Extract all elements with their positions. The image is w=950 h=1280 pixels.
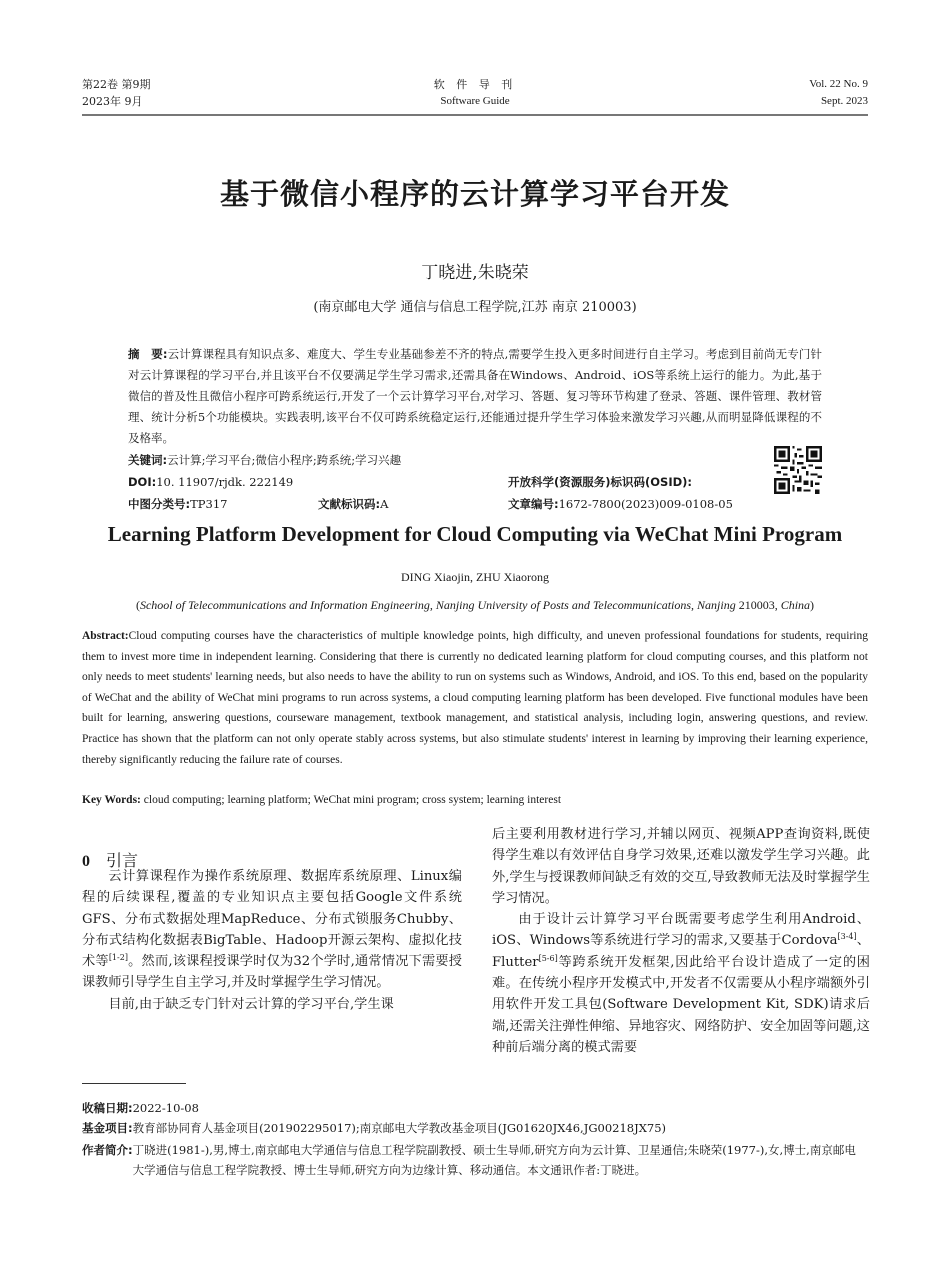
author-bio-text: 丁晓进(1981-),男,博士,南京邮电大学通信与信息工程学院副教授、硕士生导师,研究方向为云计算、卫星通信;朱晓荣(1977-),女,博士,南京邮电大学通信与信息工程学院教授、博士生导师,研究方向为边缘计算、移动通信。本文通讯作者:丁晓进。 [132,1143,856,1177]
received-label: 收稿日期: [82,1101,133,1115]
article-no-value: 1672-7800(2023)009-0108-05 [558,497,733,511]
para1-text-a: 云计算课程作为操作系统原理、数据库系统原理、Linux编程的后续课程,覆盖的专业知识点主要包括Google文件系统GFS、分布式数据处理MapReduce、分布式锁服务Chubby、分布式结构化数据表BigTable、Hadoop开源云架构、虚拟化技术等 [82,869,462,970]
osid-label: 开放科学(资源服务)标识码(OSID): [508,475,693,489]
affiliation-en-country: China [780,598,811,612]
doi-label: DOI: [128,475,157,489]
header-date-en: Sept. 2023 [820,95,868,107]
abstract-en-label: Abstract: [82,630,129,642]
fund-label: 基金项目: [82,1121,133,1135]
keywords-en-label: Key Words: [82,794,141,806]
received-date: 2022-10-08 [132,1101,199,1115]
article-no-label: 文章编号: [508,497,559,511]
keywords-cn-text: 云计算;学习平台;微信小程序;跨系统;学习兴趣 [167,453,402,467]
clc-value: TP317 [190,497,228,511]
abstract-en [82,626,868,770]
body-column-left [82,866,462,1015]
keywords-cn [128,450,401,470]
clc-label: 中图分类号: [128,497,191,511]
keywords-en [82,790,868,810]
doc-code-label: 文献标识码: [318,497,381,511]
paper-title-en: Learning Platform Development for Cloud Computing via WeChat Mini Program [107,522,843,546]
affiliation-cn: (南京邮电大学 通信与信息工程学院,江苏 南京 210003) [313,300,637,315]
authors-en: DING Xiaojin, ZHU Xiaorong [401,570,549,584]
para3-text-c: 等跨系统开发框架,因此给平台设计造成了一定的困难。在传统小程序开发模式中,开发者不仅需要从小程序端额外引用软件开发工具包(Software Development Kit, SDK)请求后端,还需关注弹性伸缩、异地容灾、网络防护、安全加固等问题,这种前后端分离的模式需要 [492,954,870,1055]
paper-title-cn: 基于微信小程序的云计算学习平台开发 [219,177,730,211]
journal-name-en: Software Guide [440,95,510,107]
abstract-cn [128,344,822,449]
abstract-cn-text: 云计算课程具有知识点多、难度大、学生专业基础参差不齐的特点,需要学生投入更多时间进行自主学习。考虑到目前尚无专门针对云计算课程的学习平台,并且该平台不仅要满足学生学习需求,还需具备在Windows、Android、iOS等系统上运行的能力。为此,基于微信的普及性且微信小程序可跨系统运行,开发了一个云计算学习平台,对学习、答题、复习等环节构建了登录、答题、课件管理、教材管理、统计分析5个功能模块。实践表明,该平台不仅可跨系统稳定运行,还能通过提升学生学习体验来激发学习兴趣,从而明显降低课程的不及格率。 [128,347,822,445]
document-code [318,494,388,514]
affiliation-en-institution: School of Telecommunications and Information Engineering, Nanjing University of Posts and Telecommunications, Nanjing [139,598,736,612]
fund-text: 教育部协同育人基金项目(201902295017);南京邮电大学教改基金项目(JG01620JX46,JG00218JX75) [132,1121,667,1135]
header-volume-en: Vol. 22 No. 9 [809,78,868,90]
body-column-right [492,824,870,1058]
osid-qr-code-icon[interactable] [774,446,822,494]
running-header [82,76,868,112]
citation-ref[interactable]: [1-2] [108,953,128,963]
para3-text-b: 、Flutter [492,933,870,970]
header-divider [82,114,868,116]
abstract-cn-label: 摘 要: [128,347,168,361]
author-bio-label: 作者简介: [82,1143,133,1157]
citation-ref[interactable]: [5-6] [538,953,558,963]
section-number: 0 [82,853,90,870]
keywords-cn-label: 关键词: [128,453,168,467]
header-date: 2023年 9月 [82,95,143,108]
affiliation-en: (School of Telecommunications and Information Engineering, Nanjing University of Posts and Telecommunications, Nanjing 210003, China) [135,598,815,612]
body-paragraph [82,866,462,994]
clc-number [128,494,227,514]
authors-cn: 丁晓进,朱晓荣 [421,263,529,283]
footnote-author [82,1140,868,1180]
doi [128,472,293,492]
affiliation-en-postcode: 210003, [735,598,781,612]
section-title: 引言 [106,851,139,870]
citation-ref[interactable]: [3-4] [837,932,857,942]
keywords-en-text: cloud computing; learning platform; WeChat mini program; cross system; learning interest [143,794,562,806]
abstract-en-text: Cloud computing courses have the characteristics of multiple knowledge points, high difficulty, and uneven professional foundations for students, requiring them to invest more time in independent learning. Considering that there is currently no dedicated learning platform for cloud computing courses, and this platform not only needs to meet students' learning needs, but also needs to have the ability to run on systems such as Windows, Android, and iOS. To this end, based on the popularity of WeChat and the ability of WeChat mini programs to run across systems, a cloud computing learning platform has been developed. Five functional modules have been built for learning, answering questions, courseware management, textbook management, and statistical analysis, including login, answering questions, and review. Practice has shown that the platform can not only operate stably across systems, but also stimulate students' interest in learning by improving their learning experience, thereby significantly reducing the failure rate of courses. [82,630,868,766]
header-volume: 第22卷 第9期 [82,78,151,91]
body-paragraph-continued: 后主要利用教材进行学习,并辅以网页、视频APP查询资料,既使得学生难以有效评估自身学习效果,还难以激发学生学习兴趣。此外,学生与授课教师间缺乏有效的交互,导致教师无法及时掌握学生学习情况。 [492,827,870,906]
doc-code-value: A [380,497,389,511]
footnote-received [82,1098,868,1118]
header-journal [82,76,868,110]
article-number [508,494,733,514]
journal-name-cn: 软 件 导 刊 [433,78,517,91]
header-issue-en [809,76,868,110]
para1-text-b: 。然而,该课程授课学时仅为32个学时,通常情况下需要授课教师引导学生自主学习,并及时掌握学生学习情况。 [82,954,462,991]
para3-text-a: 由于设计云计算学习平台既需要考虑学生利用Android、iOS、Windows等系统进行学习的需求,又要基于Cordova [492,912,870,949]
osid [508,472,692,492]
body-paragraph [492,909,870,1058]
body-paragraph: 目前,由于缺乏专门针对云计算的学习平台,学生课 [108,996,394,1012]
doi-value: 10. 11907/rjdk. 222149 [156,475,294,489]
footnote-fund [82,1118,868,1138]
footnote-divider [82,1083,186,1084]
